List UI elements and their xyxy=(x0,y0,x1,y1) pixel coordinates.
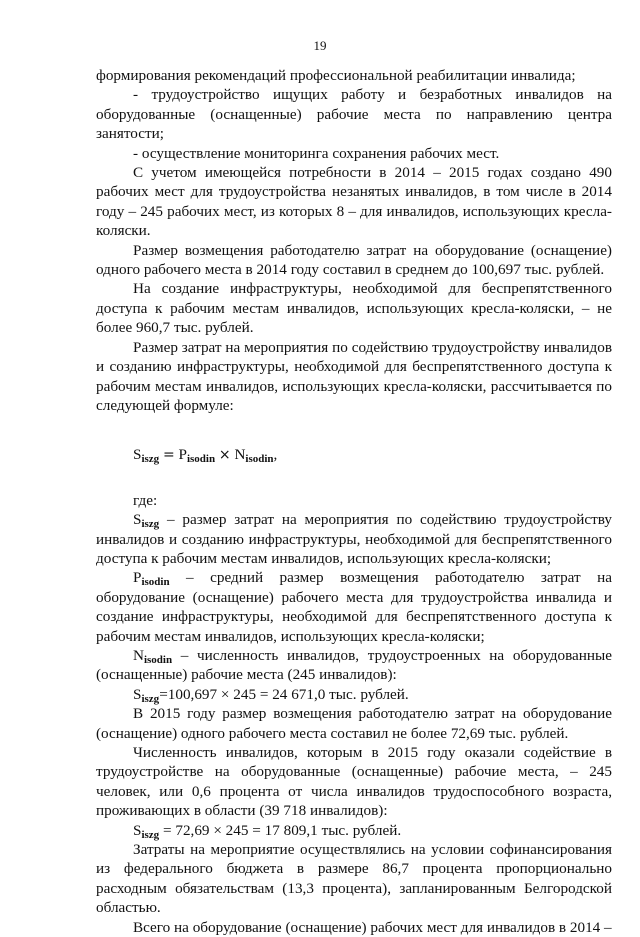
paragraph: На создание инфраструктуры, необходимой для беспрепятственного доступа к рабочим местам инвалидов, использующих кресла-коляски, – не более 960,7 тыс. рублей. xyxy=(96,280,612,337)
formula: $S_{iszg} = P_{isodin} \times N_{isodin}$, xyxy=(133,446,278,466)
list-item-monitoring: - осуществление мониторинга сохранения рабочих мест. xyxy=(133,144,500,162)
paragraph: Размер затрат на мероприятия по содействию трудоустройству инвалидов и созданию инфраструктуры, необходимой для беспрепятственного доступа к рабочим местам инвалидов, использующих кресла-коляски, рассчитывается по следующей формуле: xyxy=(96,338,612,414)
where-label: где: xyxy=(133,491,158,509)
calculation-2015: $S_{iszg} = 72,69 \times 245 = 17$ 809,1 тыс. рублей. xyxy=(133,821,402,841)
paragraph: С учетом имеющейся потребности в 2014 – 2015 годах создано 490 рабочих мест для трудоустройства незанятых инвалидов, в том числе в 2014 году – 245 рабочих мест, из которых 8 – для инвалидов, использующих кресла-коляски. xyxy=(96,164,612,240)
definition-n: $N_{isodin}$ – численность инвалидов, трудоустроенных на оборудованные (оснащенные) рабочие места (245 инвалидов): xyxy=(96,646,612,684)
list-item-employment: - трудоустройство ищущих работу и безработных инвалидов на оборудованные (оснащенные) рабочие места по направлению центра занятости; xyxy=(96,86,612,143)
paragraph: Затраты на мероприятие осуществлялись на условии софинансирования из федерального бюджета в размере 86,7 процента пропорционально расходным обязательствам (13,3 процента), запланированным Белгородской областью. xyxy=(96,841,612,917)
paragraph: Всего на оборудование (оснащение) рабочих мест для инвалидов в 2014 – xyxy=(133,918,612,936)
calculation-2014: $S_{iszg}=100,697 \times 245 = 24$ 671,0 тыс. рублей. xyxy=(133,685,409,705)
paragraph: В 2015 году размер возмещения работодателю затрат на оборудование (оснащение) одного рабочего места составил не более 72,69 тыс. рублей. xyxy=(96,705,612,742)
document-body xyxy=(96,66,612,937)
definition-p: $P_{isodin}$ – средний размер возмещения работодателю затрат на оборудование (оснащение) рабочего места для трудоустройства инвалида и создание инфраструктуры, необходимой для беспрепятственного доступа к рабочим местам инвалидов, использующих кресла-коляски; xyxy=(96,569,612,645)
page-number: 19 xyxy=(313,38,327,53)
definition-s: $S_{iszg}$ – размер затрат на мероприятия по содействию трудоустройству инвалидов и созданию инфраструктуры, необходимой для беспрепятственного доступа к рабочим местам инвалидов, использующих кресла-коляски; xyxy=(96,511,612,567)
paragraph: формирования рекомендаций профессиональной реабилитации инвалида; xyxy=(96,67,576,84)
paragraph: Размер возмещения работодателю затрат на оборудование (оснащение) одного рабочего места в 2014 году составил в среднем до 100,697 тыс. рублей. xyxy=(96,241,612,279)
paragraph: Численность инвалидов, которым в 2015 году оказали содействие в трудоустройстве на оборудованные (оснащенные) рабочие места, – 245 человек, или 0,6 процента от числа инвалидов трудоспособного возраста, проживающих в области (39 718 инвалидов): xyxy=(96,744,612,820)
